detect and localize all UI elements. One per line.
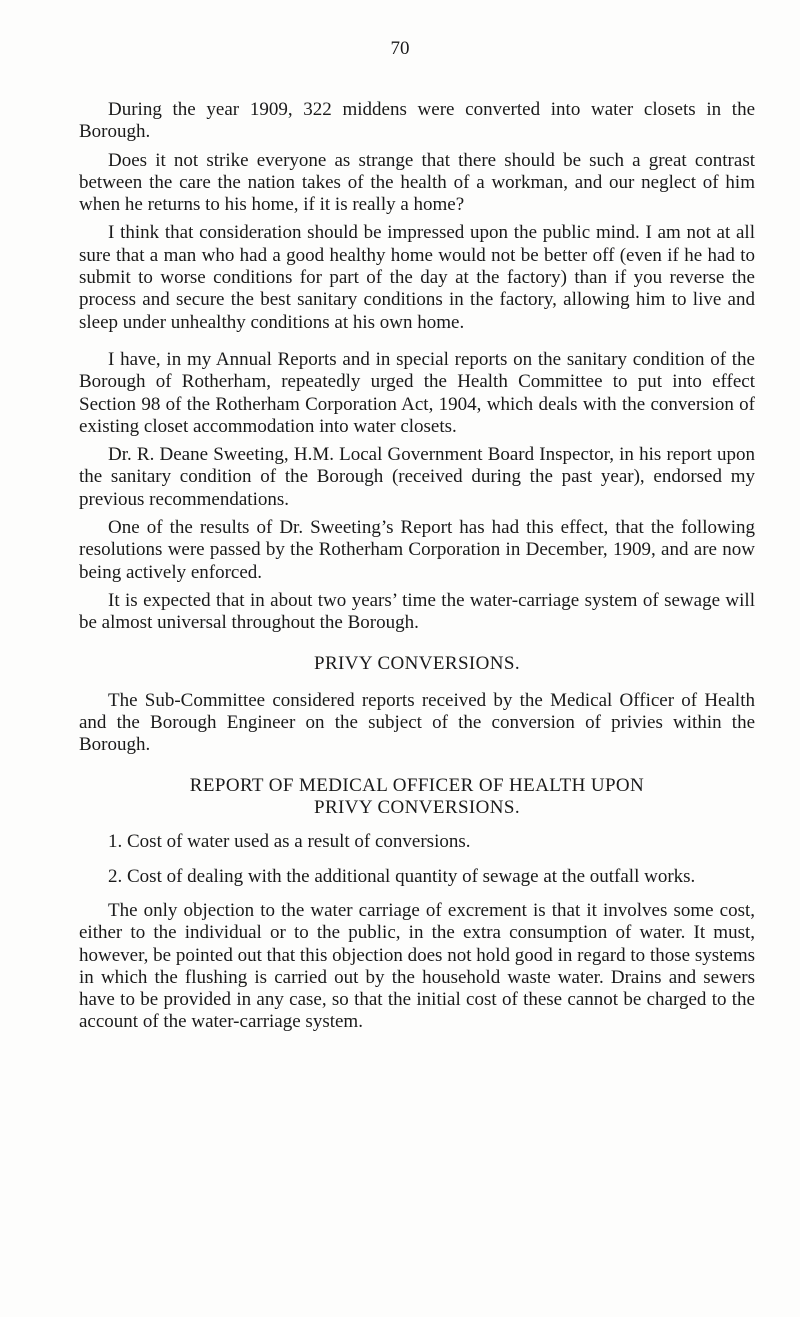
page-number: 70 (390, 38, 410, 59)
list-item-water-cost: 1. Cost of water used as a result of conversions. (108, 831, 471, 853)
paragraph-resolutions: One of the results of Dr. Sweeting’s Report has had this effect, that the following resolutions were passed by the Rotherham Corporation in December, 1909, and are now being actively enforced. (79, 517, 755, 583)
paragraph-sweeting-report: Dr. R. Deane Sweeting, H.M. Local Government Board Inspector, in his report upon the sanitary condition of the Borough (received during the past year), endorsed my previous recommendations. (79, 444, 755, 510)
heading-report-line-1: REPORT OF MEDICAL OFFICER OF HEALTH UPON (189, 774, 645, 796)
heading-privy-conversions: PRIVY CONVERSIONS. (313, 652, 521, 674)
heading-report-line-2: PRIVY CONVERSIONS. (313, 797, 521, 819)
list-item-sewage-cost: 2. Cost of dealing with the additional quantity of sewage at the outfall works. (108, 865, 696, 887)
paragraph-objection: The only objection to the water carriage of excrement is that it involves some cost, either to the individual or to the public, in the extra consumption of water. It must, however, be pointed out that this objection does not hold good in regard to those systems in which the flushing is carried out by the household waste water. Drains and sewers have to be provided in any case, so that the initial cost of these cannot be charged to the account of the water-carriage system. (79, 899, 755, 1033)
paragraph-annual-reports: I have, in my Annual Reports and in special reports on the sanitary condition of the Borough of Rotherham, repeatedly urged the Health Committee to put into effect Section 98 of the Rotherham Corporation Act, 1904, which deals with the conversion of existing closet accommodation into water closets. (79, 348, 755, 437)
paragraph-middens: During the year 1909, 322 middens were converted into water closets in the Borough. (79, 99, 755, 143)
paragraph-consideration: I think that consideration should be impressed upon the public mind. I am not at all sure that a man who had a good healthy home would not be better off (even if he had to submit to worse conditions for part of the day at the factory) than if you reverse the process and secure the best sanitary conditions in the factory, allowing him to live and sleep under unhealthy conditions at his own home. (79, 222, 755, 333)
paragraph-contrast: Does it not strike everyone as strange that there should be such a great contrast between the care the nation takes of the health of a workman, and our neglect of him when he returns to his home, if it is really a home? (79, 149, 755, 216)
paragraph-sub-committee: The Sub-Committee considered reports received by the Medical Officer of Health and the Borough Engineer on the subject of the conversion of privies within the Borough. (79, 689, 755, 756)
paragraph-expectation: It is expected that in about two years’ time the water-carriage system of sewage will be almost universal throughout the Borough. (79, 589, 755, 634)
body-text (79, 99, 755, 1034)
